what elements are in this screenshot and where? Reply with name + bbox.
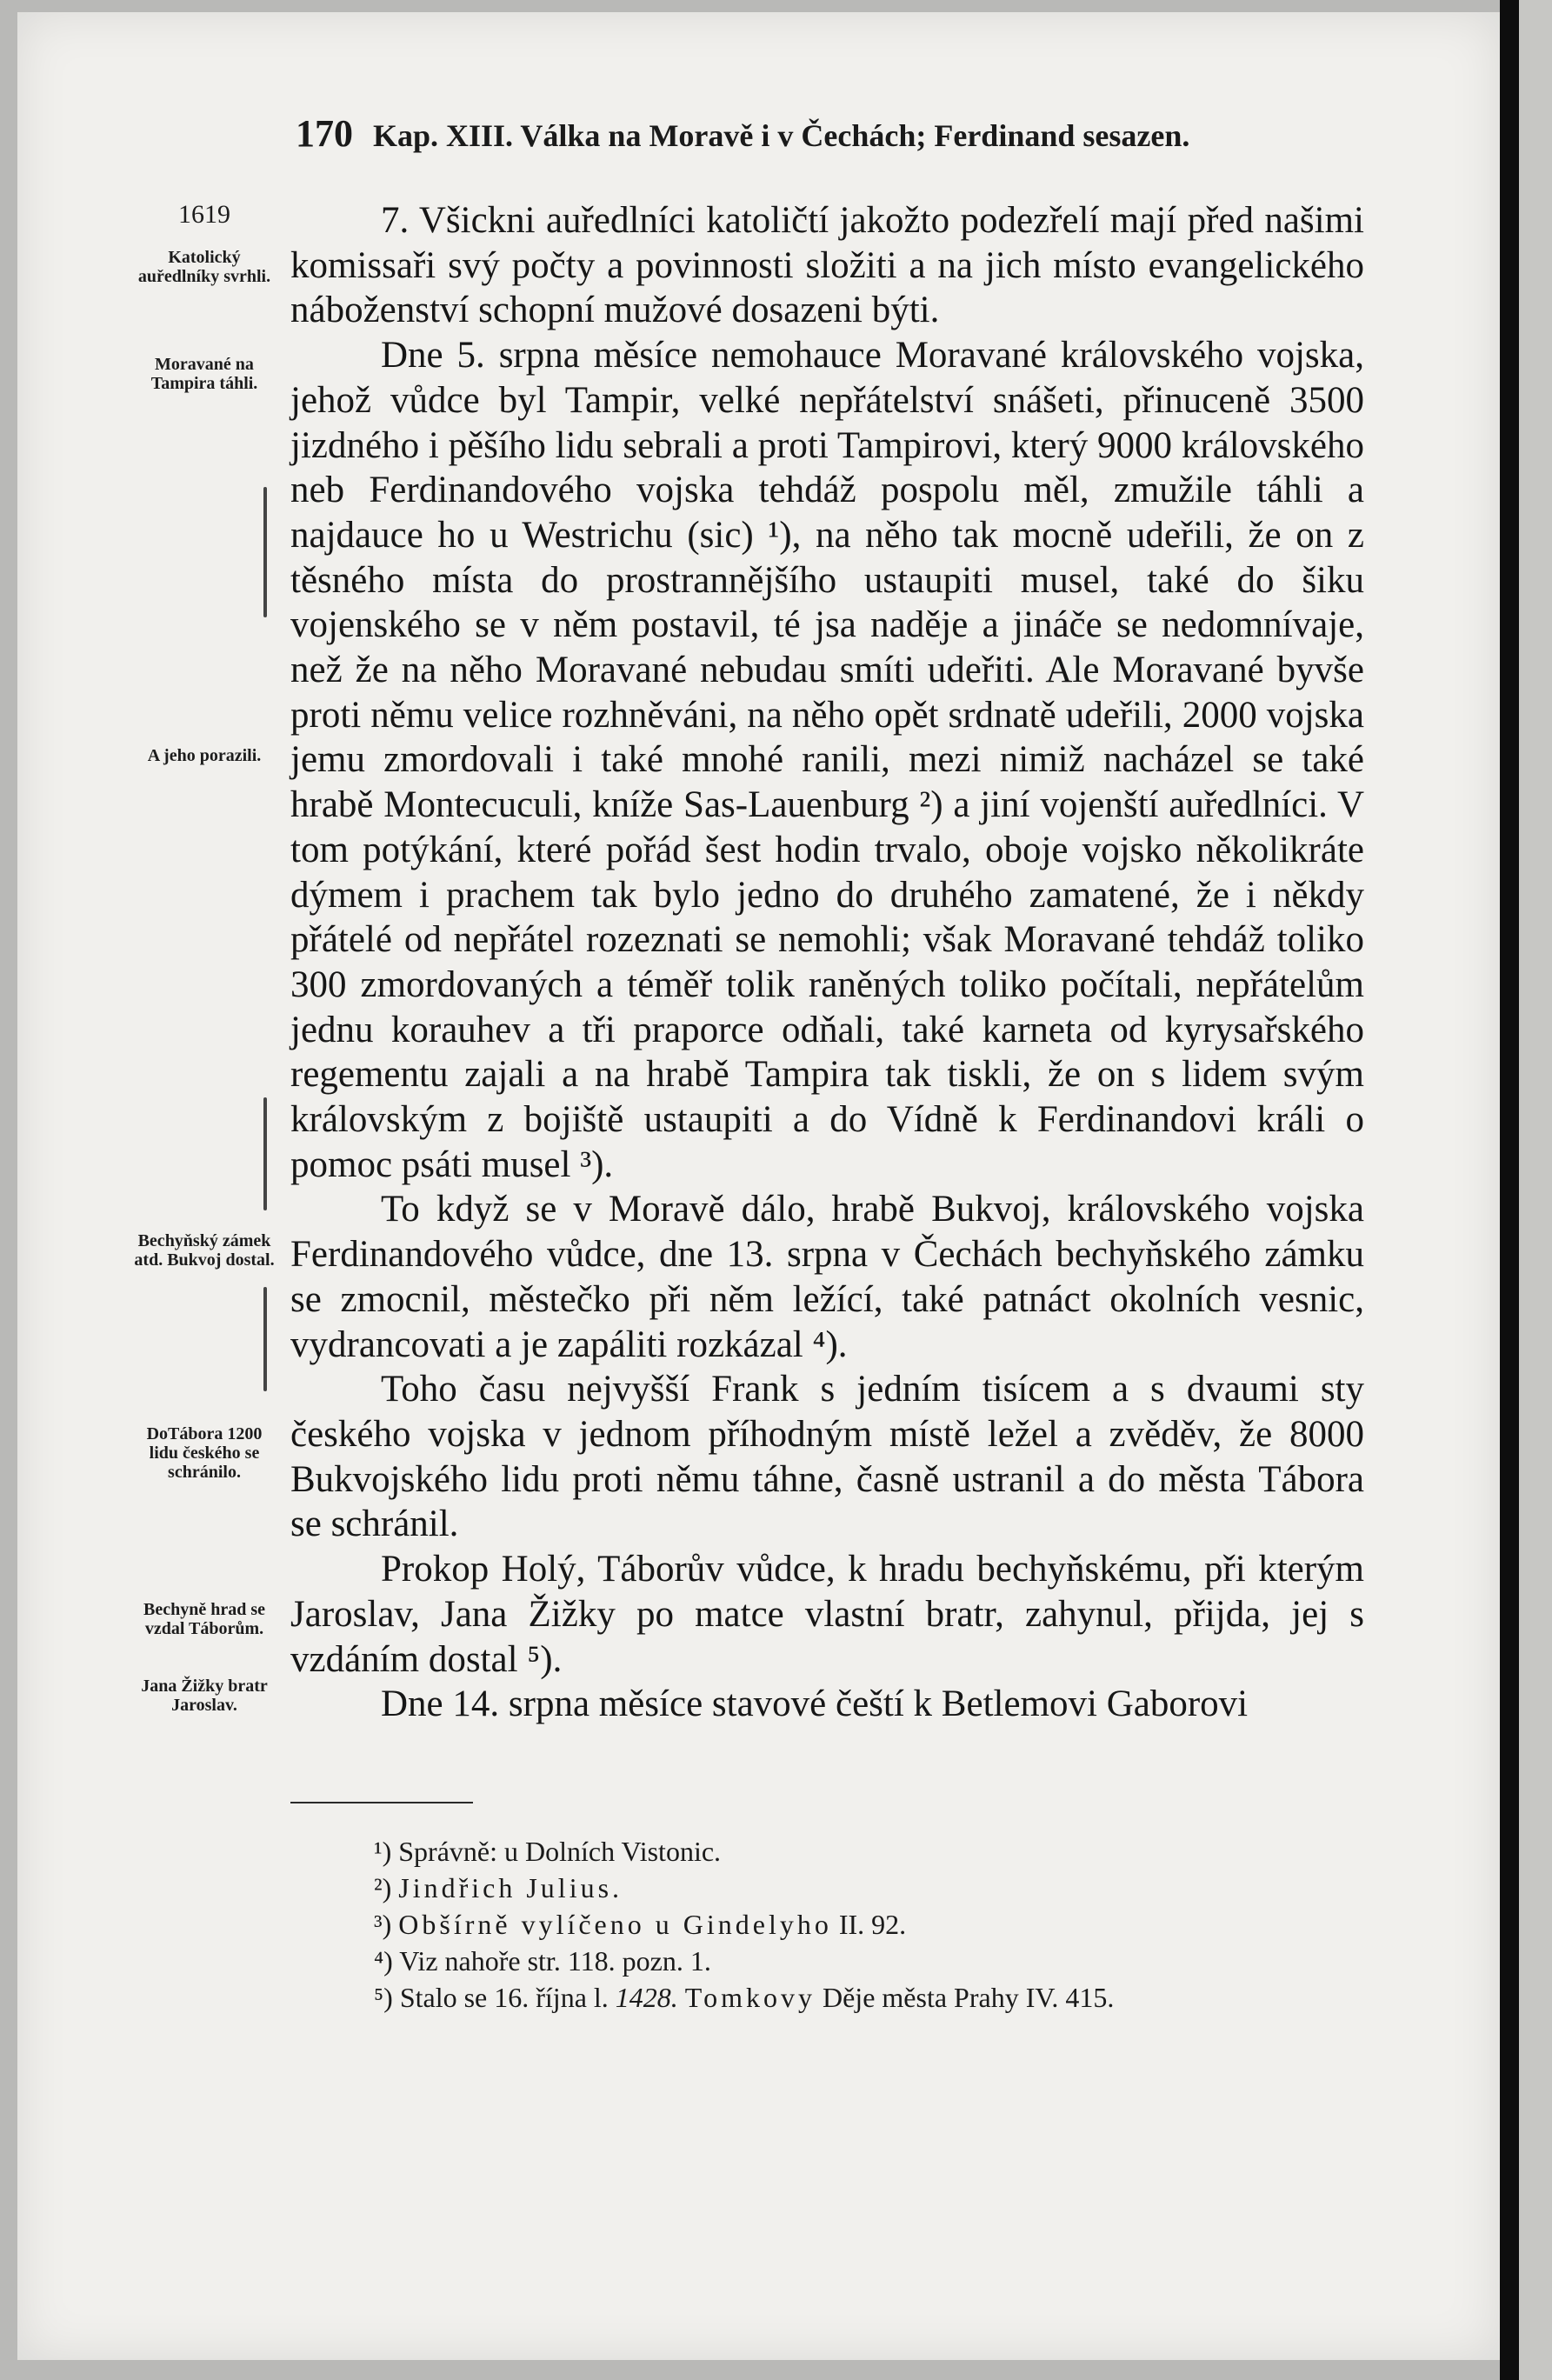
footnote-marker: ⁵) <box>374 1982 393 2013</box>
body-text <box>290 198 1364 1727</box>
margin-note-6: Bechyně hrad se vzdal Táborům. <box>143 1600 265 1638</box>
scanner-border <box>1519 0 1552 2380</box>
footnote-text: Stalo se 16. října l. <box>399 1982 609 2013</box>
footnote-ref: II. 92. <box>838 1909 907 1940</box>
pencil-mark <box>263 1097 267 1210</box>
paragraph-1: 7. Všickni auředlníci katoličtí jakožto podezřelí mají před našimi komissaři svý počty a povinnosti složiti a na jich místo evangelického náboženství schopní mužové dosazeni býti. <box>290 200 1364 331</box>
running-header <box>296 111 1365 156</box>
page-edge-shadow <box>1500 0 1519 2380</box>
footnote-marker: ¹) <box>374 1836 392 1867</box>
footnote-1 <box>374 1833 1374 1870</box>
margin-note-1: Katolický auředlníky svrhli. <box>137 248 271 286</box>
footnote-2 <box>374 1870 1374 1906</box>
footnote-marker: ²) <box>374 1872 392 1903</box>
footnote-text: Správně: u Dolních Vistonic. <box>398 1836 722 1867</box>
footnote-marker: ³) <box>374 1909 392 1940</box>
margin-note-4: Bechyňský zámek atd. Bukvoj dostal. <box>134 1231 275 1270</box>
margin-note-2: Moravané na Tampira táhli. <box>150 355 258 393</box>
footnotes <box>374 1833 1374 2016</box>
margin-year: 1619 <box>178 200 230 229</box>
running-title: Kap. XIII. Válka na Moravě i v Čechách; Ferdinand sesazen. <box>373 118 1190 153</box>
paragraph-3: To když se v Moravě dálo, hrabě Bukvoj, královského vojska Ferdinandového vůdce, dne 13. srpna v Čechách bechyňského zámku se zmocnil, městečko při něm ležící, také patnáct okolních vesnic, vydrancovati a je zapáliti rozkázal ⁴). <box>290 1189 1364 1365</box>
footnote-author: Tomkovy <box>684 1982 816 2013</box>
footnote-ref: Děje města Prahy IV. 415. <box>822 1982 1115 2013</box>
margin-note-5: DoTábora 1200 lidu českého se schránilo. <box>146 1424 263 1482</box>
margin-note-7: Jana Žižky bratr Jaroslav. <box>141 1677 268 1715</box>
pencil-mark <box>263 1287 267 1391</box>
footnote-text: Jindřich Julius. <box>398 1872 623 1903</box>
footnote-3 <box>374 1906 1374 1943</box>
paragraph-5: Prokop Holý, Táborův vůdce, k hradu bechyňskému, při kterým Jaroslav, Jana Žižky po matce vlastní bratr, zahynul, přijda, jej s vzdáním dostal ⁵). <box>290 1549 1364 1680</box>
footnote-year: 1428. <box>615 1982 678 2013</box>
paragraph-4: Toho času nejvyšší Frank s jedním tisícem a s dvaumi sty českého vojska v jednom příhodným místě ležel a zvěděv, že 8000 Bukvojského lidu proti němu táhne, časně ustranil a do města Tábora se schránil. <box>290 1369 1364 1545</box>
page-number: 170 <box>296 112 353 155</box>
paragraph-6: Dne 14. srpna měsíce stavové čeští k Betlemovi Gaborovi <box>381 1683 1249 1725</box>
footnote-text: Viz nahoře str. 118. pozn. 1. <box>399 1945 711 1977</box>
footnote-4 <box>374 1943 1374 1979</box>
footnote-rule <box>290 1802 473 1803</box>
pencil-mark <box>263 487 267 617</box>
margin-note-3: A jeho porazili. <box>147 746 262 765</box>
footnote-5 <box>374 1979 1374 2016</box>
paragraph-2: Dne 5. srpna měsíce nemohauce Moravané královského vojska, jehož vůdce byl Tampir, velké nepřátelství snášeti, přinuceně 3500 jizdného i pěšího lidu sebrali a proti Tampirovi, který 9000 královského neb Ferdinandového vojska tehdáž pospolu měl, zmužile táhli a najdauce ho u Westrichu (sic) ¹), na něho tak mocně udeřili, že on z těsného místa do prostrannějšího ustaupiti musel, také do šiku vojenského se v něm postavil, té jsa naděje a jináče se nedomnívaje, než že na něho Moravané nebudau smíti udeřiti. Ale Moravané byvše proti němu velice rozhněváni, na něho opět srdnatě udeřili, 2000 vojska jemu zmordovali i také mnohé ranili, mezi nimiž nacházel se také hrabě Montecuculi, kníže Sas-Lauenburg ²) a jiní vojenští auředlníci. V tom potýkání, které pořád šest hodin trvalo, oboje vojsko několikráte dýmem i prachem tak bylo jedno do druhého zamatené, že i někdy přátelé od nepřátel rozeznati se nemohli; však Moravané tehdáž toliko 300 zmordovaných a téměř tolik raněných toliko počítali, nepřátelům jednu korauhev a tři praporce odňali, také karneta od kyrysařského regementu zajali a na hrabě Tampira tak tiskli, že on s lidem svým královským z bojiště ustaupiti a do Vídně k Ferdinandovi králi o pomoc psáti musel ³). <box>290 335 1364 1185</box>
footnote-text: Obšírně vylíčeno u Gindelyho <box>398 1909 832 1940</box>
footnote-marker: ⁴) <box>374 1945 393 1977</box>
